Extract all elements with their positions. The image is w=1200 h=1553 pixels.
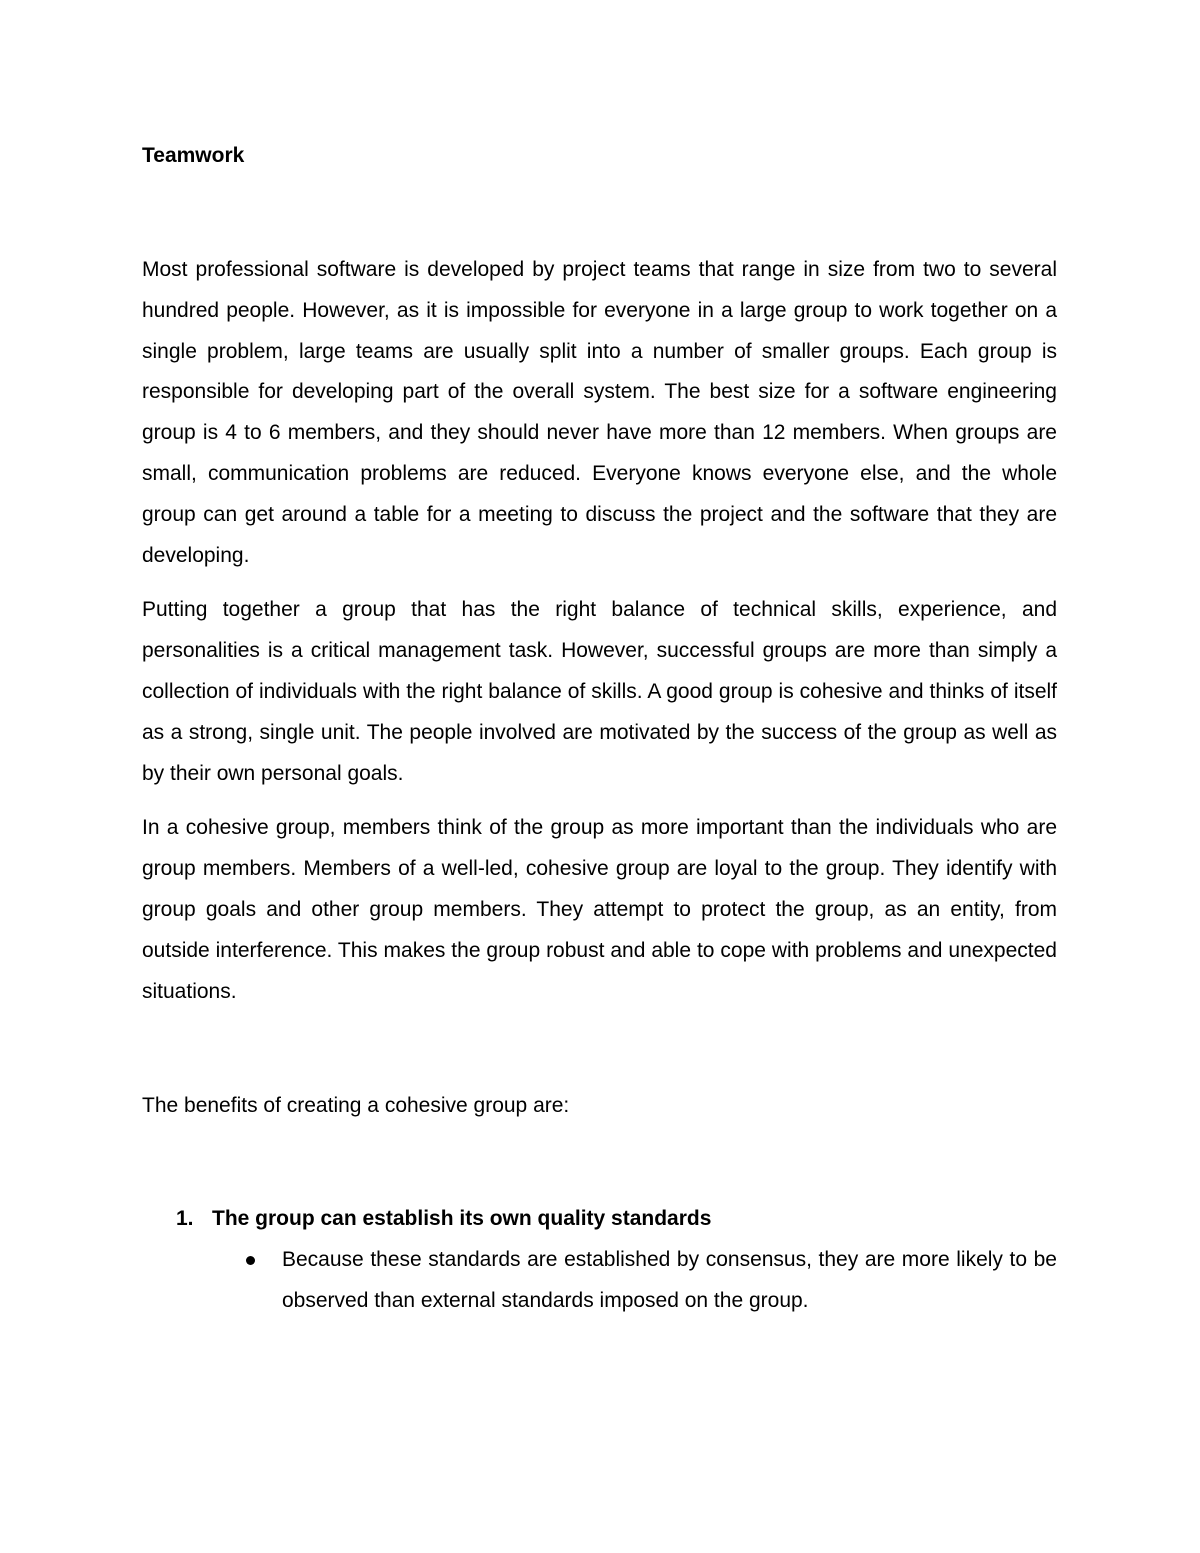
benefit-bullet	[142, 1240, 1057, 1322]
benefit-heading-text: The group can establish its own quality standards	[212, 1207, 712, 1231]
benefit-number: 1.	[176, 1207, 194, 1231]
paragraph-3: In a cohesive group, members think of the group as more important than the individuals who are group members. Members of a well-led, cohesive group are loyal to the group. They identify with group goals and other group members. They attempt to protect the group, as an entity, from outside interference. This makes the group robust and able to cope with problems and unexpected situations.	[142, 816, 1057, 1003]
benefits-intro: The benefits of creating a cohesive group are:	[142, 1094, 570, 1118]
paragraph-1: Most professional software is developed by project teams that range in size from two to several hundred people. However, as it is impossible for everyone in a large group to work together on a single problem, large teams are usually split into a number of smaller groups. Each group is responsible for developing part of the overall system. The best size for a software engineering group is 4 to 6 members, and they should never have more than 12 members. When groups are small, communication problems are reduced. Everyone knows everyone else, and the whole group can get around a table for a meeting to discuss the project and the software that they are developing.	[142, 258, 1057, 567]
benefit-heading	[142, 1199, 1057, 1240]
document-title: Teamwork	[142, 144, 245, 167]
bullet-dot-icon	[246, 1256, 255, 1265]
document-body	[142, 138, 1057, 1322]
benefits-list	[142, 1199, 1057, 1321]
paragraph-2: Putting together a group that has the right balance of technical skills, experience, and personalities is a critical management task. However, successful groups are more than simply a collection of individuals with the right balance of skills. A good group is cohesive and thinks of itself as a strong, single unit. The people involved are motivated by the success of the group as well as by their own personal goals.	[142, 598, 1057, 785]
benefit-bullet-text: Because these standards are established by consensus, they are more likely to be observed than external standards imposed on the group.	[282, 1247, 1057, 1312]
